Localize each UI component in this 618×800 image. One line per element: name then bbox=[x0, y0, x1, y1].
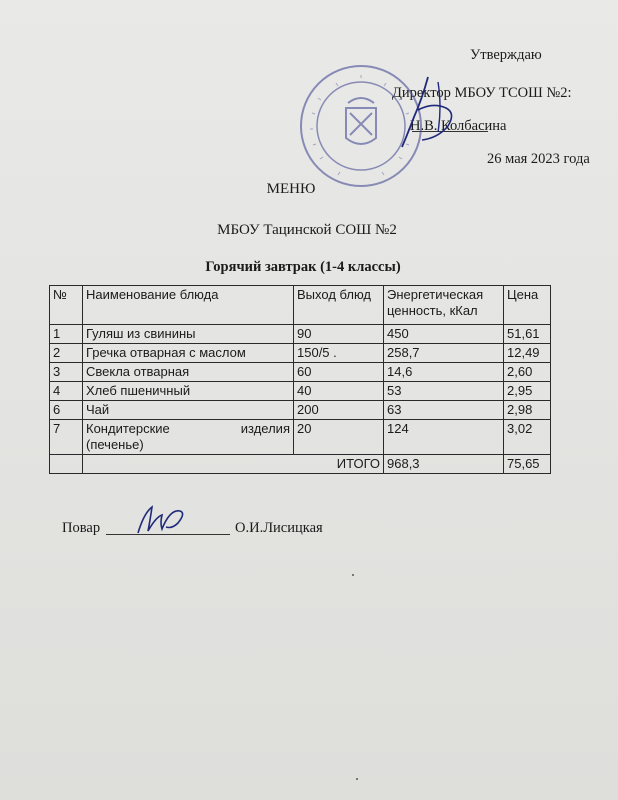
cell-price: 2,60 bbox=[504, 363, 551, 382]
cell-dish: Гречка отварная с маслом bbox=[83, 344, 294, 363]
cell-price: 2,95 bbox=[504, 382, 551, 401]
cell-num: 3 bbox=[50, 363, 83, 382]
cook-name: О.И.Лисицкая bbox=[235, 520, 323, 536]
table-header-row bbox=[50, 286, 551, 325]
table-row bbox=[50, 420, 551, 455]
cell-yield: 150/5 . bbox=[294, 344, 384, 363]
cell-price: 12,49 bbox=[504, 344, 551, 363]
menu-table bbox=[49, 285, 551, 474]
cell-dish: Гуляш из свинины bbox=[83, 325, 294, 344]
paper-speck bbox=[356, 778, 358, 780]
menu-title: МЕНЮ bbox=[266, 181, 316, 197]
school-name: МБОУ Тацинской СОШ №2 bbox=[217, 222, 397, 238]
cell-dish-line2: (печенье) bbox=[86, 437, 144, 452]
total-price: 75,65 bbox=[504, 455, 551, 474]
table-total-row bbox=[50, 455, 551, 474]
cell-price: 2,98 bbox=[504, 401, 551, 420]
approval-title: Утверждаю bbox=[470, 47, 542, 63]
header-energy: Энергетическая ценность, кКал bbox=[384, 286, 504, 325]
cell-num: 6 bbox=[50, 401, 83, 420]
cell-price: 51,61 bbox=[504, 325, 551, 344]
approval-date: 26 мая 2023 года bbox=[487, 151, 590, 167]
cell-yield: 20 bbox=[294, 420, 384, 455]
cell-dish: Чай bbox=[83, 401, 294, 420]
header-dish: Наименование блюда bbox=[83, 286, 294, 325]
cell-energy: 450 bbox=[384, 325, 504, 344]
cell-empty bbox=[50, 455, 83, 474]
cell-dish bbox=[83, 420, 294, 455]
cell-dish: Свекла отварная bbox=[83, 363, 294, 382]
table-row bbox=[50, 344, 551, 363]
approval-director: Директор МБОУ ТСОШ №2: bbox=[392, 85, 572, 101]
paper-speck bbox=[352, 574, 354, 576]
cell-num: 1 bbox=[50, 325, 83, 344]
cell-price: 3,02 bbox=[504, 420, 551, 455]
total-label: ИТОГО bbox=[83, 455, 384, 474]
header-yield: Выход блюд bbox=[294, 286, 384, 325]
table-row bbox=[50, 382, 551, 401]
table-row bbox=[50, 363, 551, 382]
total-energy: 968,3 bbox=[384, 455, 504, 474]
cell-energy: 63 bbox=[384, 401, 504, 420]
table-row bbox=[50, 325, 551, 344]
cell-dish: Хлеб пшеничный bbox=[83, 382, 294, 401]
cell-yield: 200 bbox=[294, 401, 384, 420]
approval-name: Н.В. Колбасина bbox=[410, 118, 507, 134]
cell-yield: 60 bbox=[294, 363, 384, 382]
meal-title: Горячий завтрак (1-4 классы) bbox=[205, 259, 401, 275]
cell-energy: 258,7 bbox=[384, 344, 504, 363]
cell-num: 7 bbox=[50, 420, 83, 455]
header-price: Цена bbox=[504, 286, 551, 325]
cook-label: Повар bbox=[62, 520, 101, 536]
cell-yield: 90 bbox=[294, 325, 384, 344]
header-num: № bbox=[50, 286, 83, 325]
cell-energy: 14,6 bbox=[384, 363, 504, 382]
cell-energy: 53 bbox=[384, 382, 504, 401]
cell-num: 4 bbox=[50, 382, 83, 401]
cook-signature bbox=[132, 503, 210, 539]
table-row bbox=[50, 401, 551, 420]
cell-num: 2 bbox=[50, 344, 83, 363]
cell-energy: 124 bbox=[384, 420, 504, 455]
cell-dish-line1: Кондитерские изделия bbox=[86, 421, 290, 436]
director-signature bbox=[398, 72, 470, 152]
cell-yield: 40 bbox=[294, 382, 384, 401]
